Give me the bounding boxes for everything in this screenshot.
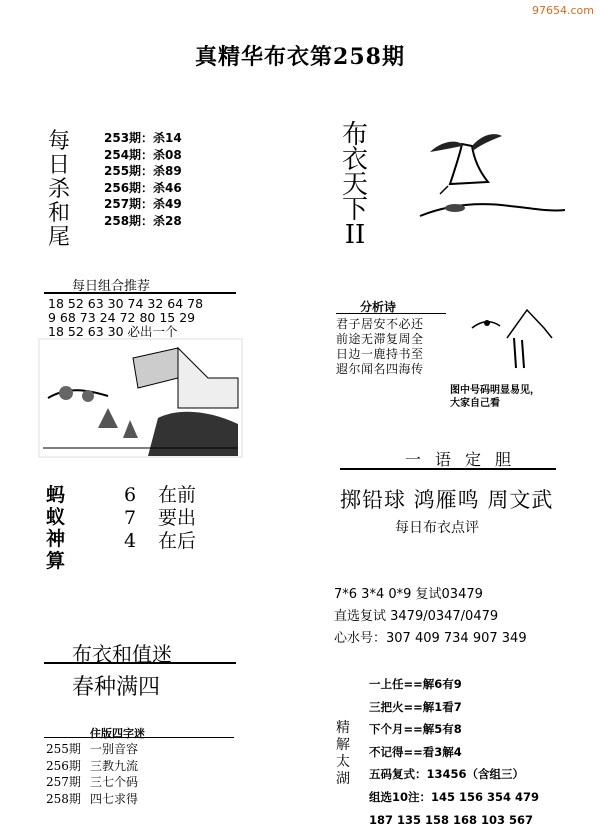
- site-watermark: 97654.com: [532, 4, 594, 17]
- list-item: 18 52 63 30 必出一个: [48, 324, 178, 339]
- taihu-list: [369, 673, 539, 831]
- page-title: 真精华布衣第258期: [195, 44, 405, 70]
- short4-heading: 住版四字迷: [90, 727, 145, 740]
- list-item: 下个月==解5有8: [369, 722, 462, 737]
- divider: [44, 737, 234, 738]
- vertical-char: 布: [341, 120, 368, 150]
- list-item: 257期：杀49: [104, 197, 182, 212]
- divider: [44, 662, 236, 664]
- caption-line: 大家自己看: [450, 398, 500, 409]
- vertical-char: 尾: [48, 225, 71, 250]
- tree-illustration: [400, 124, 570, 224]
- jingjie-taihu-vertical: [336, 720, 352, 788]
- buyi-sum-heading: 布衣和值迷: [72, 642, 172, 666]
- riddle-text: 三七个码: [90, 775, 139, 789]
- riddle-text: 一别音容: [90, 742, 139, 756]
- period: 257期: [46, 775, 81, 789]
- analysis-poem: [336, 317, 424, 377]
- buyi-tianxia-vertical: [338, 120, 372, 250]
- bird-mountain-illustration: [452, 298, 562, 378]
- kill-tail-vertical-title: [48, 130, 74, 250]
- period: 255期: [46, 742, 81, 756]
- vertical-char: 解: [336, 737, 350, 753]
- riddle-text: 四七求得: [90, 791, 139, 806]
- short4-list: [46, 741, 138, 807]
- combo-numbers: [48, 297, 203, 339]
- yiyu-heading: 一语定胆: [405, 450, 526, 469]
- list-item: 253期：杀14: [104, 131, 182, 145]
- village-illustration: [38, 338, 243, 458]
- divider: [44, 292, 236, 294]
- vertical-char: 杀: [48, 177, 71, 202]
- ant-number: 7: [124, 507, 137, 529]
- image-caption: [450, 384, 540, 410]
- vertical-char: II: [344, 220, 366, 250]
- list-item: 254期：杀08: [104, 147, 182, 162]
- tip-line: 7*6 3*4 0*9 复试03479: [334, 587, 483, 602]
- list-item: 9 68 73 24 72 80 15 29: [48, 310, 196, 325]
- poem-line: 前途无滞复周全: [336, 332, 424, 346]
- riddle-text: 三教九流: [90, 758, 139, 773]
- ant-text: 在前: [158, 484, 197, 506]
- tip-line: 心水号：307 409 734 907 349: [334, 631, 527, 646]
- ant-text: 在后: [158, 530, 197, 552]
- vertical-char: 湖: [336, 771, 350, 787]
- vertical-char: 日: [48, 153, 71, 178]
- poem-line: 日边一鹿持书至: [336, 347, 424, 361]
- list-item: 255期：杀89: [104, 164, 182, 179]
- list-item: 三把火==解1看7: [369, 699, 462, 714]
- tip-line: 直选复试 3479/0347/0479: [334, 609, 499, 624]
- vertical-char: 蚂: [46, 484, 66, 506]
- list-item: 不记得==看3解4: [369, 744, 462, 759]
- slogan: 掷铅球 鸿雁鸣 周文武: [340, 488, 554, 512]
- vertical-char: 太: [336, 754, 350, 770]
- list-item: [46, 758, 138, 775]
- kill-tail-list: [104, 130, 182, 230]
- vertical-char: 神: [46, 528, 66, 550]
- daily-evaluation-heading: 每日布衣点评: [395, 520, 479, 536]
- list-item: 组选10注：145 156 354 479: [369, 789, 540, 804]
- list-item: 256期：杀46: [104, 180, 182, 195]
- list-item: 187 135 158 168 103 567: [369, 812, 534, 827]
- period: 258期: [46, 791, 81, 806]
- list-item: 258期：杀28: [104, 213, 182, 228]
- period: 256期: [46, 758, 81, 773]
- caption-line: 图中号码明显易见，: [450, 385, 540, 396]
- list-item: [46, 741, 138, 758]
- vertical-char: 蚁: [46, 506, 66, 528]
- ant-text: 要出: [158, 507, 197, 529]
- list-item: [46, 774, 138, 791]
- combo-heading: 每日组合推荐: [72, 279, 151, 294]
- buyi-sum-riddle: 春种满四: [72, 675, 161, 700]
- vertical-char: 下: [341, 195, 368, 225]
- list-item: [46, 791, 138, 808]
- poem-line: 遐尔闻名四海传: [336, 362, 424, 376]
- divider: [336, 313, 446, 314]
- divider: [340, 468, 556, 470]
- list-item: 五码复式：13456（含组三）: [369, 767, 525, 782]
- list-item: [124, 530, 196, 553]
- poem-box-title: 分析诗: [360, 300, 397, 314]
- list-item: 一上任==解6有9: [369, 677, 462, 691]
- poem-line: 君子居安不必还: [336, 317, 424, 331]
- vertical-char: 精: [336, 720, 350, 736]
- ant-number: 6: [124, 484, 137, 506]
- vertical-char: 和: [48, 201, 71, 226]
- vertical-char: 天: [341, 170, 368, 200]
- ant-number: 4: [124, 530, 137, 552]
- list-item: 18 52 63 30 74 32 64 78: [48, 296, 204, 311]
- vertical-char: 衣: [341, 145, 368, 175]
- vertical-char: 算: [46, 550, 66, 572]
- vertical-char: 每: [48, 129, 71, 154]
